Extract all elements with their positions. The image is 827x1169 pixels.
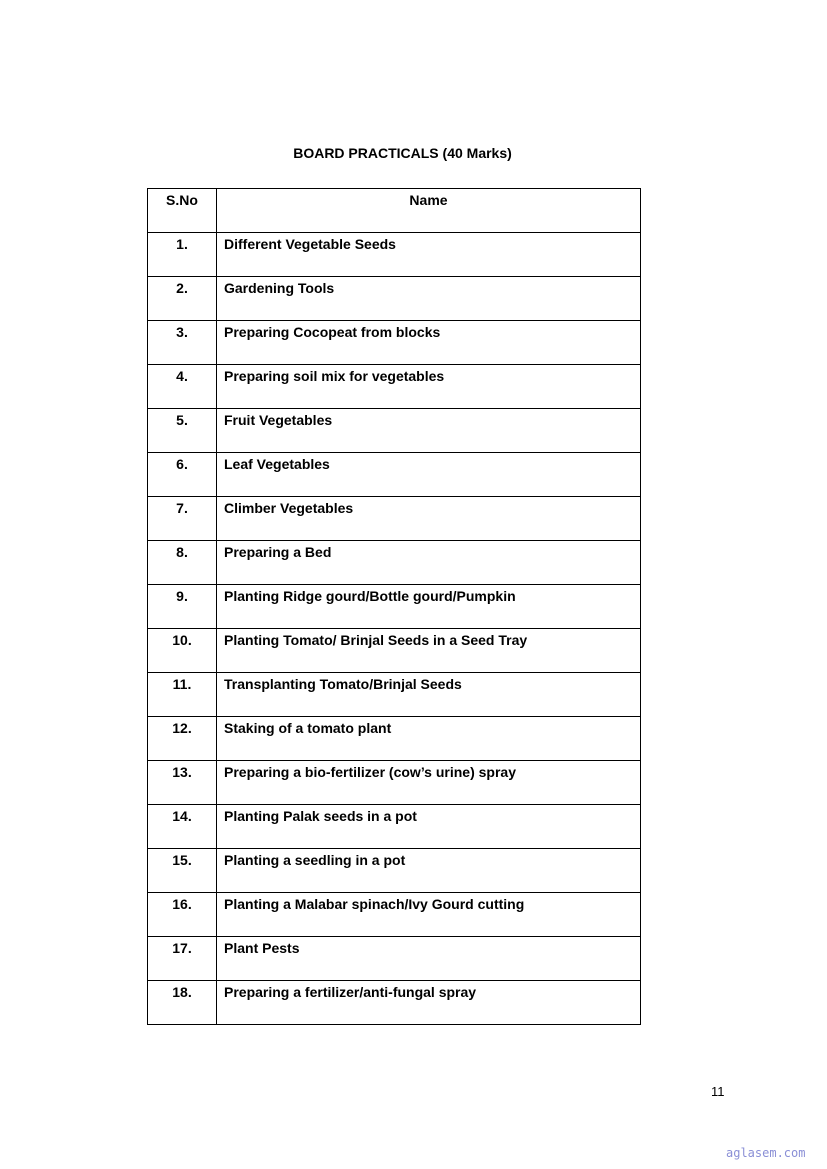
- row-sno: 16.: [148, 893, 217, 937]
- table-row: [148, 277, 641, 321]
- row-name: Planting Palak seeds in a pot: [217, 805, 641, 849]
- page-title: BOARD PRACTICALS (40 Marks): [293, 145, 512, 161]
- table-row: [148, 981, 641, 1025]
- column-header-name: Name: [217, 189, 641, 233]
- table-row: [148, 849, 641, 893]
- row-sno: 15.: [148, 849, 217, 893]
- row-sno: 3.: [148, 321, 217, 365]
- table-row: [148, 673, 641, 717]
- row-sno: 5.: [148, 409, 217, 453]
- row-sno: 12.: [148, 717, 217, 761]
- row-name: Preparing a bio-fertilizer (cow’s urine) spray: [217, 761, 641, 805]
- row-sno: 2.: [148, 277, 217, 321]
- table-row: [148, 409, 641, 453]
- row-sno: 7.: [148, 497, 217, 541]
- row-name: Leaf Vegetables: [217, 453, 641, 497]
- row-sno: 14.: [148, 805, 217, 849]
- table-row: [148, 585, 641, 629]
- row-sno: 11.: [148, 673, 217, 717]
- row-name: Preparing a fertilizer/anti-fungal spray: [217, 981, 641, 1025]
- table-row: [148, 893, 641, 937]
- table-row: [148, 717, 641, 761]
- row-sno: 10.: [148, 629, 217, 673]
- watermark-text: aglasem.com: [726, 1146, 806, 1160]
- row-name: Planting Tomato/ Brinjal Seeds in a Seed Tray: [217, 629, 641, 673]
- table-row: [148, 937, 641, 981]
- column-header-sno: S.No: [148, 189, 217, 233]
- table-header-row: [148, 189, 641, 233]
- table-row: [148, 321, 641, 365]
- row-name: Transplanting Tomato/Brinjal Seeds: [217, 673, 641, 717]
- row-name: Different Vegetable Seeds: [217, 233, 641, 277]
- row-sno: 18.: [148, 981, 217, 1025]
- table-row: [148, 761, 641, 805]
- table-row: [148, 365, 641, 409]
- row-sno: 8.: [148, 541, 217, 585]
- table-row: [148, 453, 641, 497]
- row-name: Staking of a tomato plant: [217, 717, 641, 761]
- row-name: Plant Pests: [217, 937, 641, 981]
- row-name: Planting Ridge gourd/Bottle gourd/Pumpkin: [217, 585, 641, 629]
- row-name: Preparing Cocopeat from blocks: [217, 321, 641, 365]
- row-name: Planting a Malabar spinach/Ivy Gourd cutting: [217, 893, 641, 937]
- page-number: 11: [711, 1084, 725, 1099]
- row-name: Fruit Vegetables: [217, 409, 641, 453]
- row-name: Climber Vegetables: [217, 497, 641, 541]
- row-sno: 13.: [148, 761, 217, 805]
- row-name: Planting a seedling in a pot: [217, 849, 641, 893]
- row-name: Preparing soil mix for vegetables: [217, 365, 641, 409]
- row-name: Preparing a Bed: [217, 541, 641, 585]
- row-sno: 1.: [148, 233, 217, 277]
- row-sno: 17.: [148, 937, 217, 981]
- table-row: [148, 805, 641, 849]
- table-row: [148, 233, 641, 277]
- table-row: [148, 497, 641, 541]
- row-sno: 4.: [148, 365, 217, 409]
- table-row: [148, 629, 641, 673]
- row-sno: 9.: [148, 585, 217, 629]
- table-row: [148, 541, 641, 585]
- practicals-table: [147, 188, 641, 1025]
- row-sno: 6.: [148, 453, 217, 497]
- row-name: Gardening Tools: [217, 277, 641, 321]
